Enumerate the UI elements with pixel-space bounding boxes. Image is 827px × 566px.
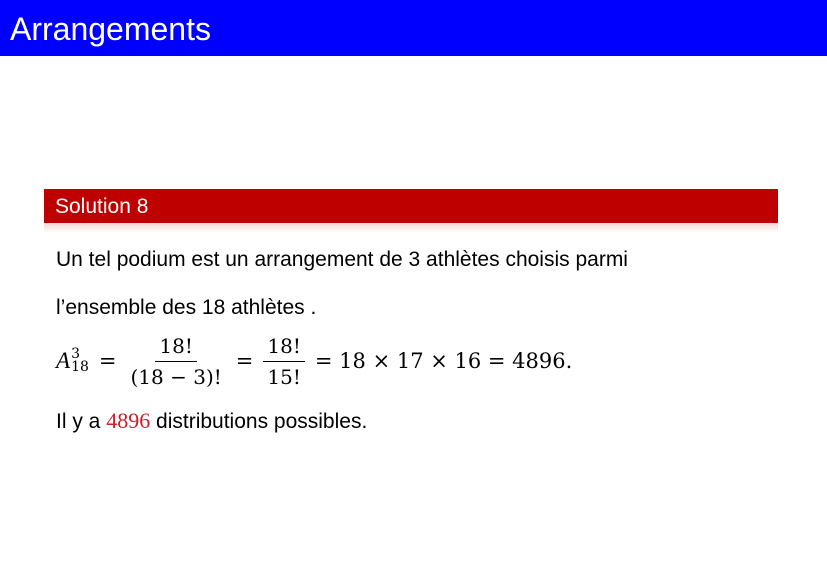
solution-text-line-2: l’ensemble des 18 athlètes .	[56, 296, 317, 319]
frame-title: Arrangements	[10, 11, 211, 47]
fraction-1-numerator: 18!	[155, 335, 197, 362]
conclusion-prefix: Il y a	[56, 410, 107, 433]
formula-scripts	[71, 348, 89, 374]
solution-block-shadow	[44, 223, 778, 233]
solution-block	[44, 189, 778, 233]
formula-fraction-2	[263, 335, 305, 388]
formula-fraction-1	[127, 335, 226, 388]
formula-tail: = 18 × 17 × 16 = 4896.	[314, 349, 573, 373]
fraction-1-denominator: (18 − 3)!	[130, 364, 222, 389]
formula-superscript: 3	[71, 346, 80, 362]
conclusion-suffix: distributions possibles.	[150, 410, 368, 433]
conclusion-value: 4896	[106, 408, 151, 433]
formula-subscript: 18	[71, 359, 89, 375]
fraction-2-denominator: 15!	[267, 364, 301, 389]
solution-conclusion	[56, 409, 367, 434]
fraction-2-numerator: 18!	[263, 335, 305, 362]
solution-block-title: Solution 8	[44, 189, 778, 223]
frame-title-bar	[0, 0, 827, 56]
formula-equals-1: =	[98, 349, 117, 373]
solution-text-line-1: Un tel podium est un arrangement de 3 athlètes choisis parmi	[56, 248, 628, 271]
arrangement-formula	[56, 331, 576, 391]
formula-symbol: A	[56, 348, 71, 373]
formula-equals-2: =	[235, 349, 254, 373]
